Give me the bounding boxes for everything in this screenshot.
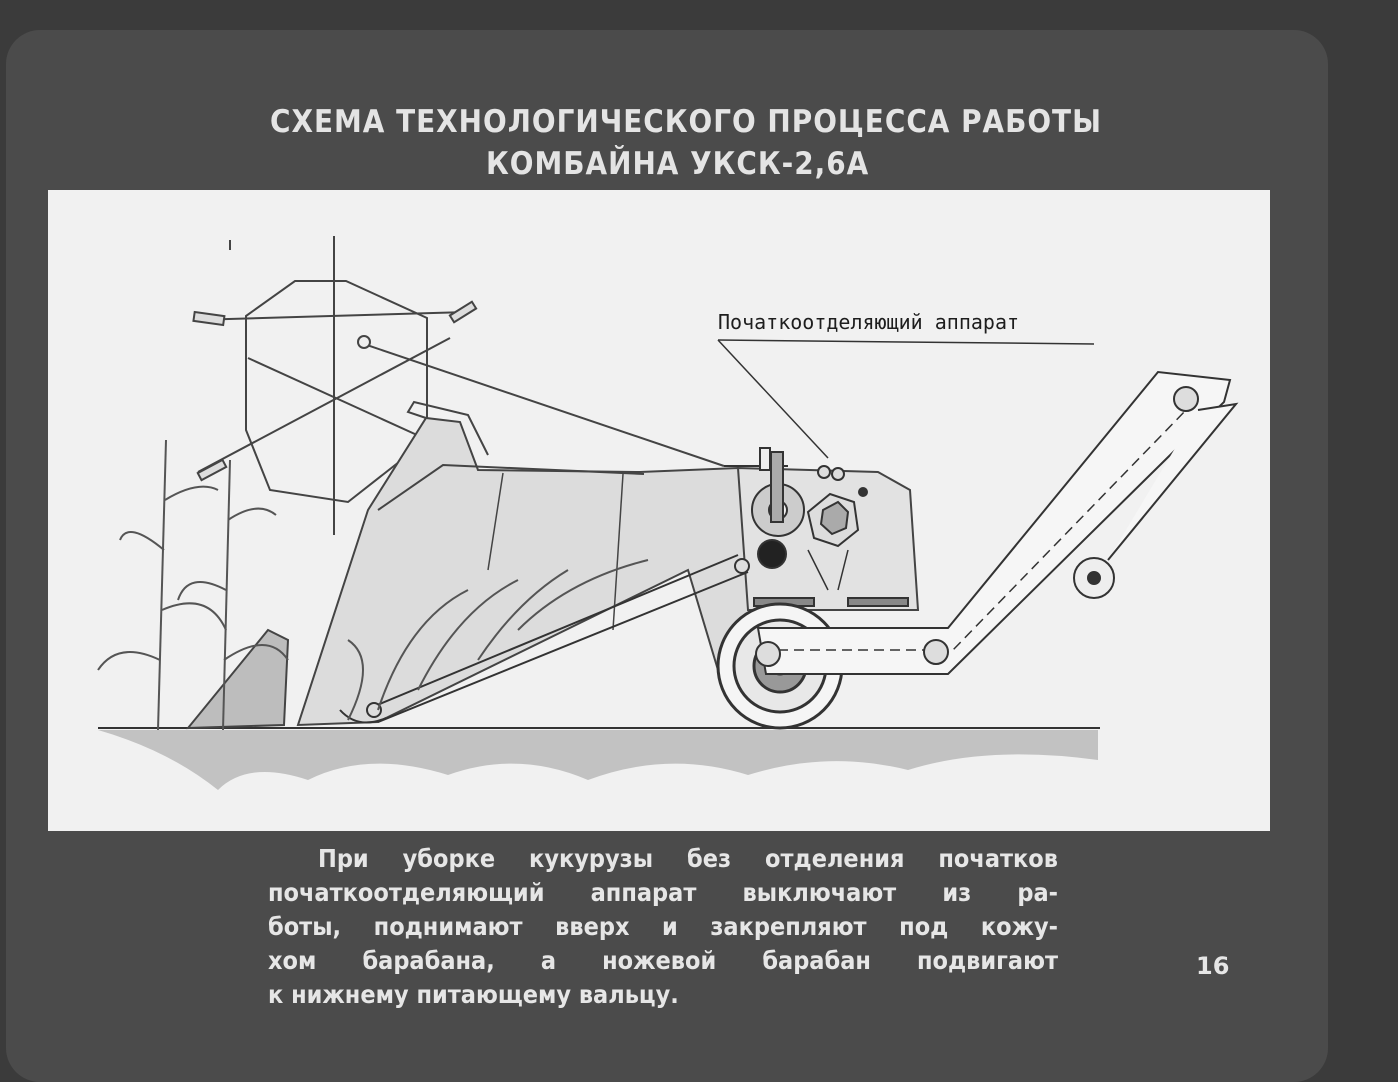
description-line: початкоотделяющий аппарат выключают из ра-: [268, 878, 1058, 907]
callout-snapping-unit: Початкоотделяющий аппарат: [718, 310, 1020, 334]
description-line: боты, поднимают вверх и закрепляют под кожу-: [268, 912, 1058, 941]
slide: [6, 30, 1328, 1082]
description-line: хом барабана, а ножевой барабан подвигают: [268, 946, 1058, 975]
callout-leader: [718, 340, 1094, 458]
description-line: к нижнему питающему вальцу.: [268, 980, 679, 1009]
title-line-2: КОМБАЙНА УКСК-2,6А: [486, 146, 870, 182]
combine-diagram: [48, 190, 1270, 831]
title-line-1: СХЕМА ТЕХНОЛОГИЧЕСКОГО ПРОЦЕССА РАБОТЫ: [270, 104, 1102, 140]
ground: [98, 728, 1100, 790]
description-line: При уборке кукурузы без отделения початков: [318, 844, 1058, 873]
description-text: [268, 842, 1058, 1012]
diagram-panel: [48, 190, 1270, 831]
page-number: 16: [1196, 952, 1230, 980]
